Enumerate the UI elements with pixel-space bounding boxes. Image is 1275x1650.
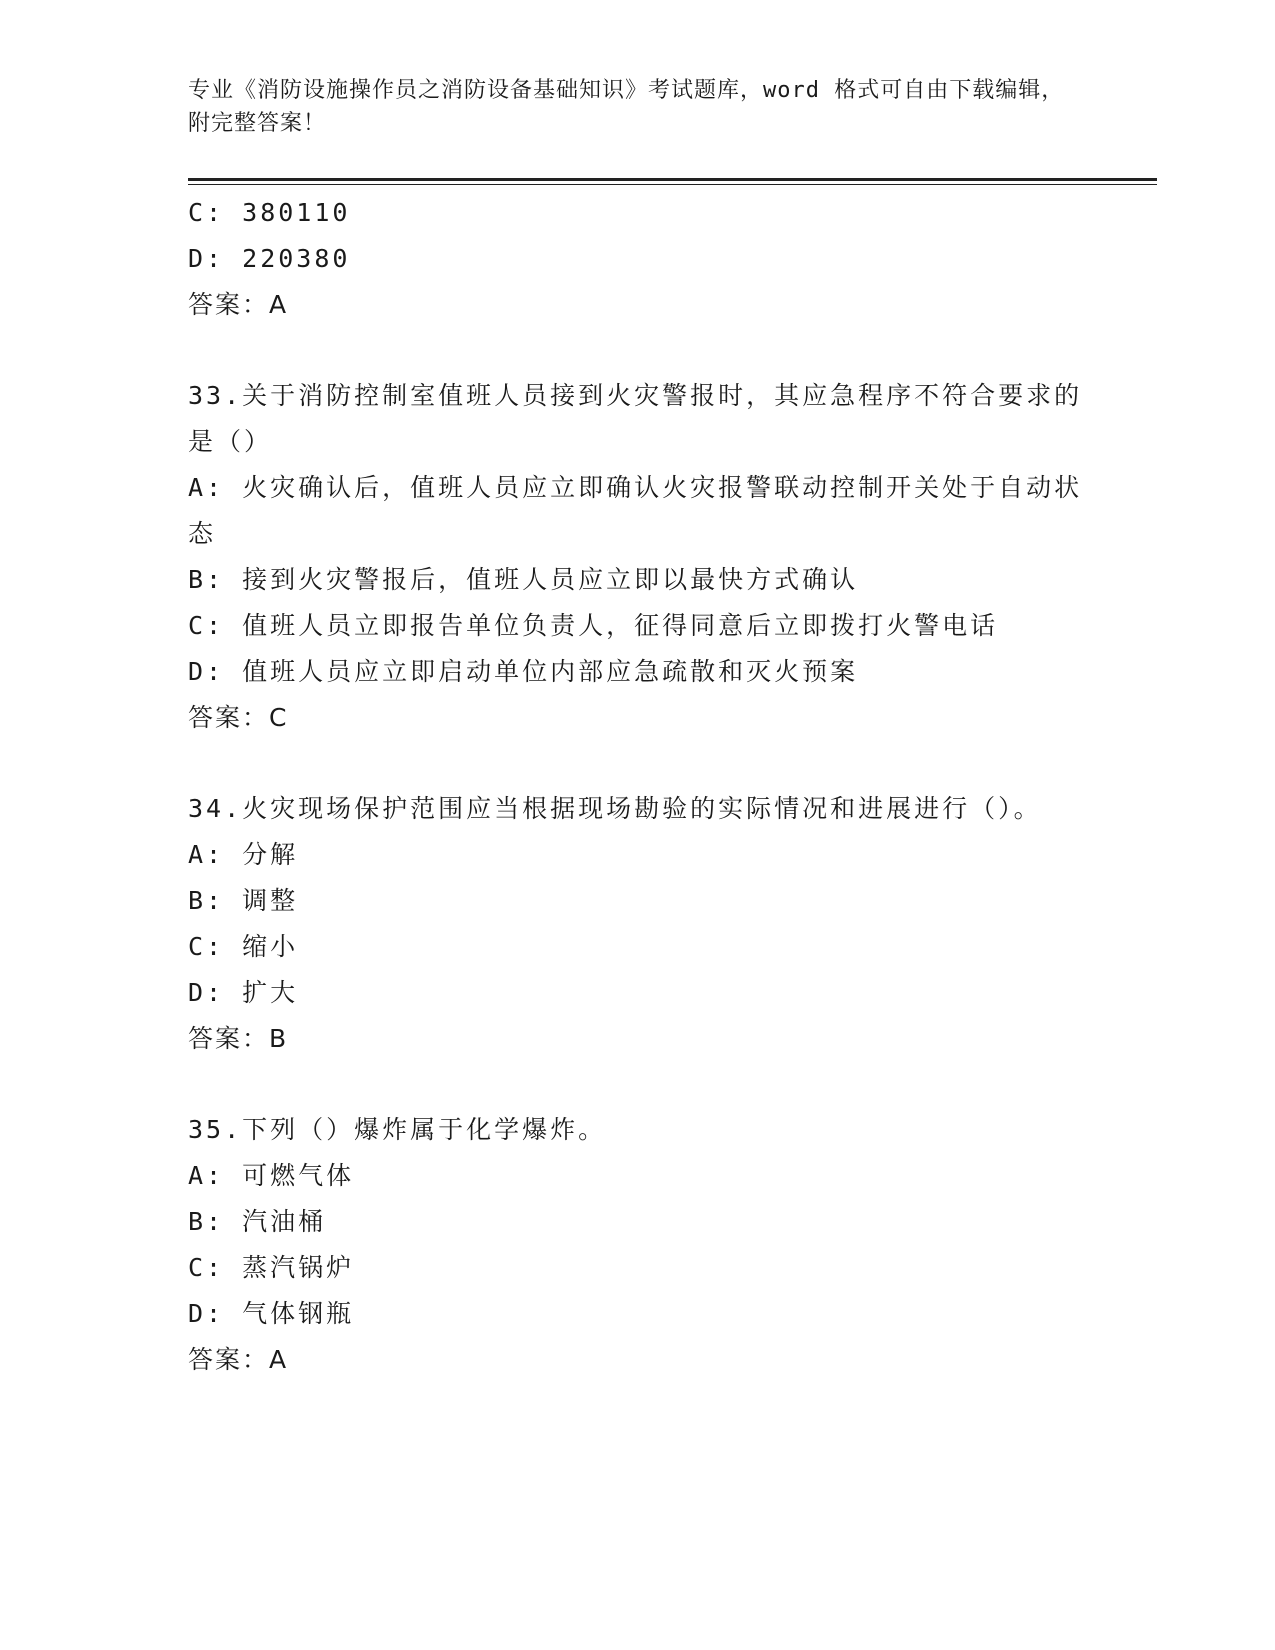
question-32-continuation: [188, 190, 1088, 328]
spacer: [188, 1062, 1088, 1107]
question-stem: 33.关于消防控制室值班人员接到火灾警报时，其应急程序不符合要求的是（）: [188, 381, 1083, 456]
question-list: [188, 190, 1088, 1383]
option-c: C: 值班人员立即报告单位负责人，征得同意后立即拨打火警电话: [188, 611, 999, 640]
answer-line: 答案：B: [188, 1024, 289, 1053]
option-a: A: 可燃气体: [188, 1161, 355, 1190]
spacer: [188, 328, 1088, 373]
option-c: C: 380110: [188, 198, 351, 227]
option-d: D: 气体钢瓶: [188, 1299, 355, 1328]
header-divider-thick: [188, 178, 1157, 181]
question-34: [188, 786, 1088, 1062]
question-33: [188, 373, 1088, 741]
answer-line: 答案：A: [188, 290, 289, 319]
option-b: B: 接到火灾警报后，值班人员应立即以最快方式确认: [188, 565, 859, 594]
option-c: C: 缩小: [188, 932, 299, 961]
header-divider-thin: [188, 184, 1157, 185]
option-a: A: 火灾确认后，值班人员应立即确认火灾报警联动控制开关处于自动状态: [188, 473, 1083, 548]
page-header: 专业《消防设施操作员之消防设备基础知识》考试题库，word 格式可自由下载编辑，附完整答案！: [188, 78, 1065, 136]
answer-line: 答案：C: [188, 703, 289, 732]
option-b: B: 汽油桶: [188, 1207, 327, 1236]
option-d: D: 值班人员应立即启动单位内部应急疏散和灭火预案: [188, 657, 859, 686]
spacer: [188, 741, 1088, 786]
question-stem: 35.下列（）爆炸属于化学爆炸。: [188, 1115, 607, 1144]
question-35: [188, 1107, 1088, 1383]
option-a: A: 分解: [188, 840, 299, 869]
answer-line: 答案：A: [188, 1345, 289, 1374]
option-d: D: 扩大: [188, 978, 299, 1007]
question-stem: 34.火灾现场保护范围应当根据现场勘验的实际情况和进展进行（）。: [188, 794, 1042, 823]
option-b: B: 调整: [188, 886, 299, 915]
option-c: C: 蒸汽锅炉: [188, 1253, 355, 1282]
option-d: D: 220380: [188, 244, 351, 273]
